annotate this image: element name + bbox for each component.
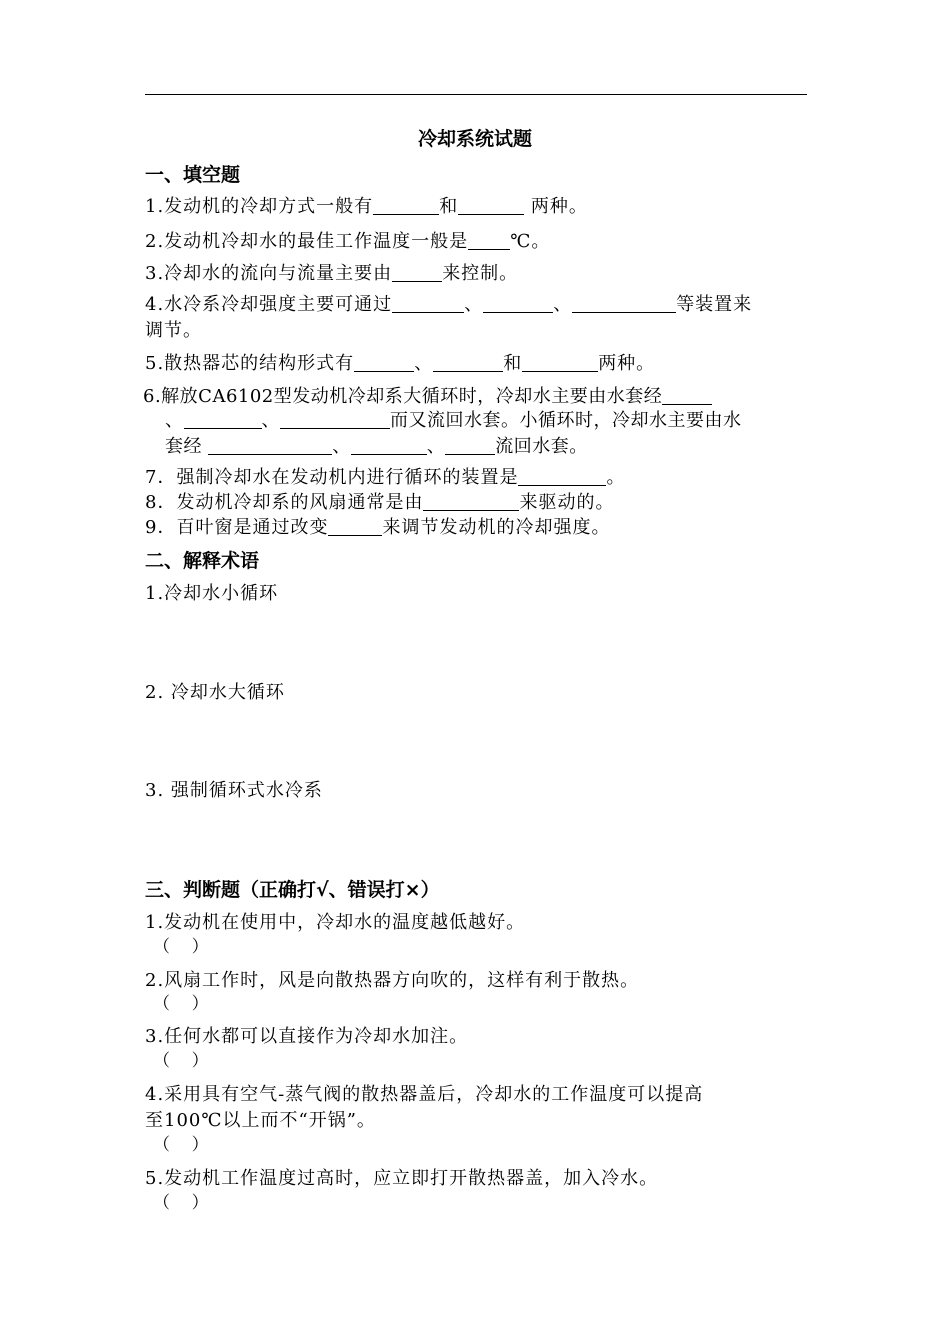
answer-parentheses[interactable]: （ ） bbox=[153, 994, 209, 1014]
answer-blank[interactable] bbox=[662, 386, 712, 405]
answer-blank[interactable] bbox=[354, 353, 414, 372]
question-6-line-2: 、 、 而又流回水套。小循环时，冷却水主要由水 bbox=[165, 410, 742, 431]
question-4: 4.水冷系冷却强度主要可通过 、 、 等装置来 bbox=[145, 294, 753, 315]
question-7: 7．强制冷却水在发动机内进行循环的装置是 。 bbox=[145, 467, 626, 488]
answer-blank[interactable] bbox=[468, 231, 510, 250]
question-5: 5.散热器芯的结构形式有 、 和 两种。 bbox=[145, 353, 656, 374]
answer-blank[interactable] bbox=[392, 263, 442, 282]
question-2: 2.发动机冷却水的最佳工作温度一般是 ℃。 bbox=[145, 231, 551, 252]
page-title: 冷却系统试题 bbox=[417, 128, 532, 150]
term-1: 1.冷却水小循环 bbox=[145, 583, 279, 604]
answer-blank[interactable] bbox=[445, 436, 495, 455]
answer-blank[interactable] bbox=[483, 294, 553, 313]
judge-question-1: 1.发动机在使用中，冷却水的温度越低越好。 bbox=[145, 912, 526, 933]
answer-blank[interactable] bbox=[208, 436, 332, 455]
section-judge-heading: 三、判断题（正确打√、错误打×） bbox=[145, 879, 440, 901]
answer-blank[interactable] bbox=[280, 410, 390, 429]
section-terms-heading: 二、解释术语 bbox=[145, 550, 260, 572]
section-fill-blank-heading: 一、填空题 bbox=[145, 164, 241, 186]
answer-blank[interactable] bbox=[522, 353, 598, 372]
question-8: 8．发动机冷却系的风扇通常是由 来驱动的。 bbox=[145, 492, 615, 513]
judge-question-2: 2.风扇工作时，风是向散热器方向吹的，这样有利于散热。 bbox=[145, 970, 640, 991]
question-6-line-3: 套经 、 、 流回水套。 bbox=[165, 436, 588, 457]
header-rule bbox=[145, 94, 807, 95]
question-3: 3.冷却水的流向与流量主要由 来控制。 bbox=[145, 263, 519, 284]
answer-blank[interactable] bbox=[518, 467, 606, 486]
answer-blank[interactable] bbox=[328, 517, 382, 536]
question-4-cont: 调节。 bbox=[145, 320, 202, 341]
answer-blank[interactable] bbox=[392, 294, 464, 313]
term-2: 2. 冷却水大循环 bbox=[145, 682, 285, 703]
answer-blank[interactable] bbox=[433, 353, 503, 372]
answer-blank[interactable] bbox=[184, 410, 262, 429]
question-9: 9．百叶窗是通过改变 来调节发动机的冷却强度。 bbox=[145, 517, 611, 538]
question-1: 1.发动机的冷却方式一般有 和 两种。 bbox=[145, 196, 588, 217]
question-6: 6.解放CA6102型发动机冷却系大循环时，冷却水主要由水套经 bbox=[143, 382, 712, 408]
answer-blank[interactable] bbox=[423, 492, 519, 511]
judge-question-3: 3.任何水都可以直接作为冷却水加注。 bbox=[145, 1026, 469, 1047]
answer-blank[interactable] bbox=[351, 436, 427, 455]
judge-question-4: 4.采用具有空气-蒸气阀的散热器盖后，冷却水的工作温度可以提高 bbox=[145, 1084, 704, 1105]
answer-parentheses[interactable]: （ ） bbox=[153, 937, 209, 957]
answer-blank[interactable] bbox=[572, 294, 676, 313]
term-3: 3. 强制循环式水冷系 bbox=[145, 780, 323, 801]
answer-parentheses[interactable]: （ ） bbox=[153, 1051, 209, 1071]
answer-parentheses[interactable]: （ ） bbox=[153, 1135, 209, 1155]
answer-blank[interactable] bbox=[373, 196, 439, 215]
answer-parentheses[interactable]: （ ） bbox=[153, 1193, 209, 1213]
judge-question-5: 5.发动机工作温度过高时，应立即打开散热器盖，加入冷水。 bbox=[145, 1168, 659, 1189]
answer-blank[interactable] bbox=[458, 196, 524, 215]
judge-question-4-cont: 至100℃以上而不“开锅”。 bbox=[145, 1110, 376, 1131]
